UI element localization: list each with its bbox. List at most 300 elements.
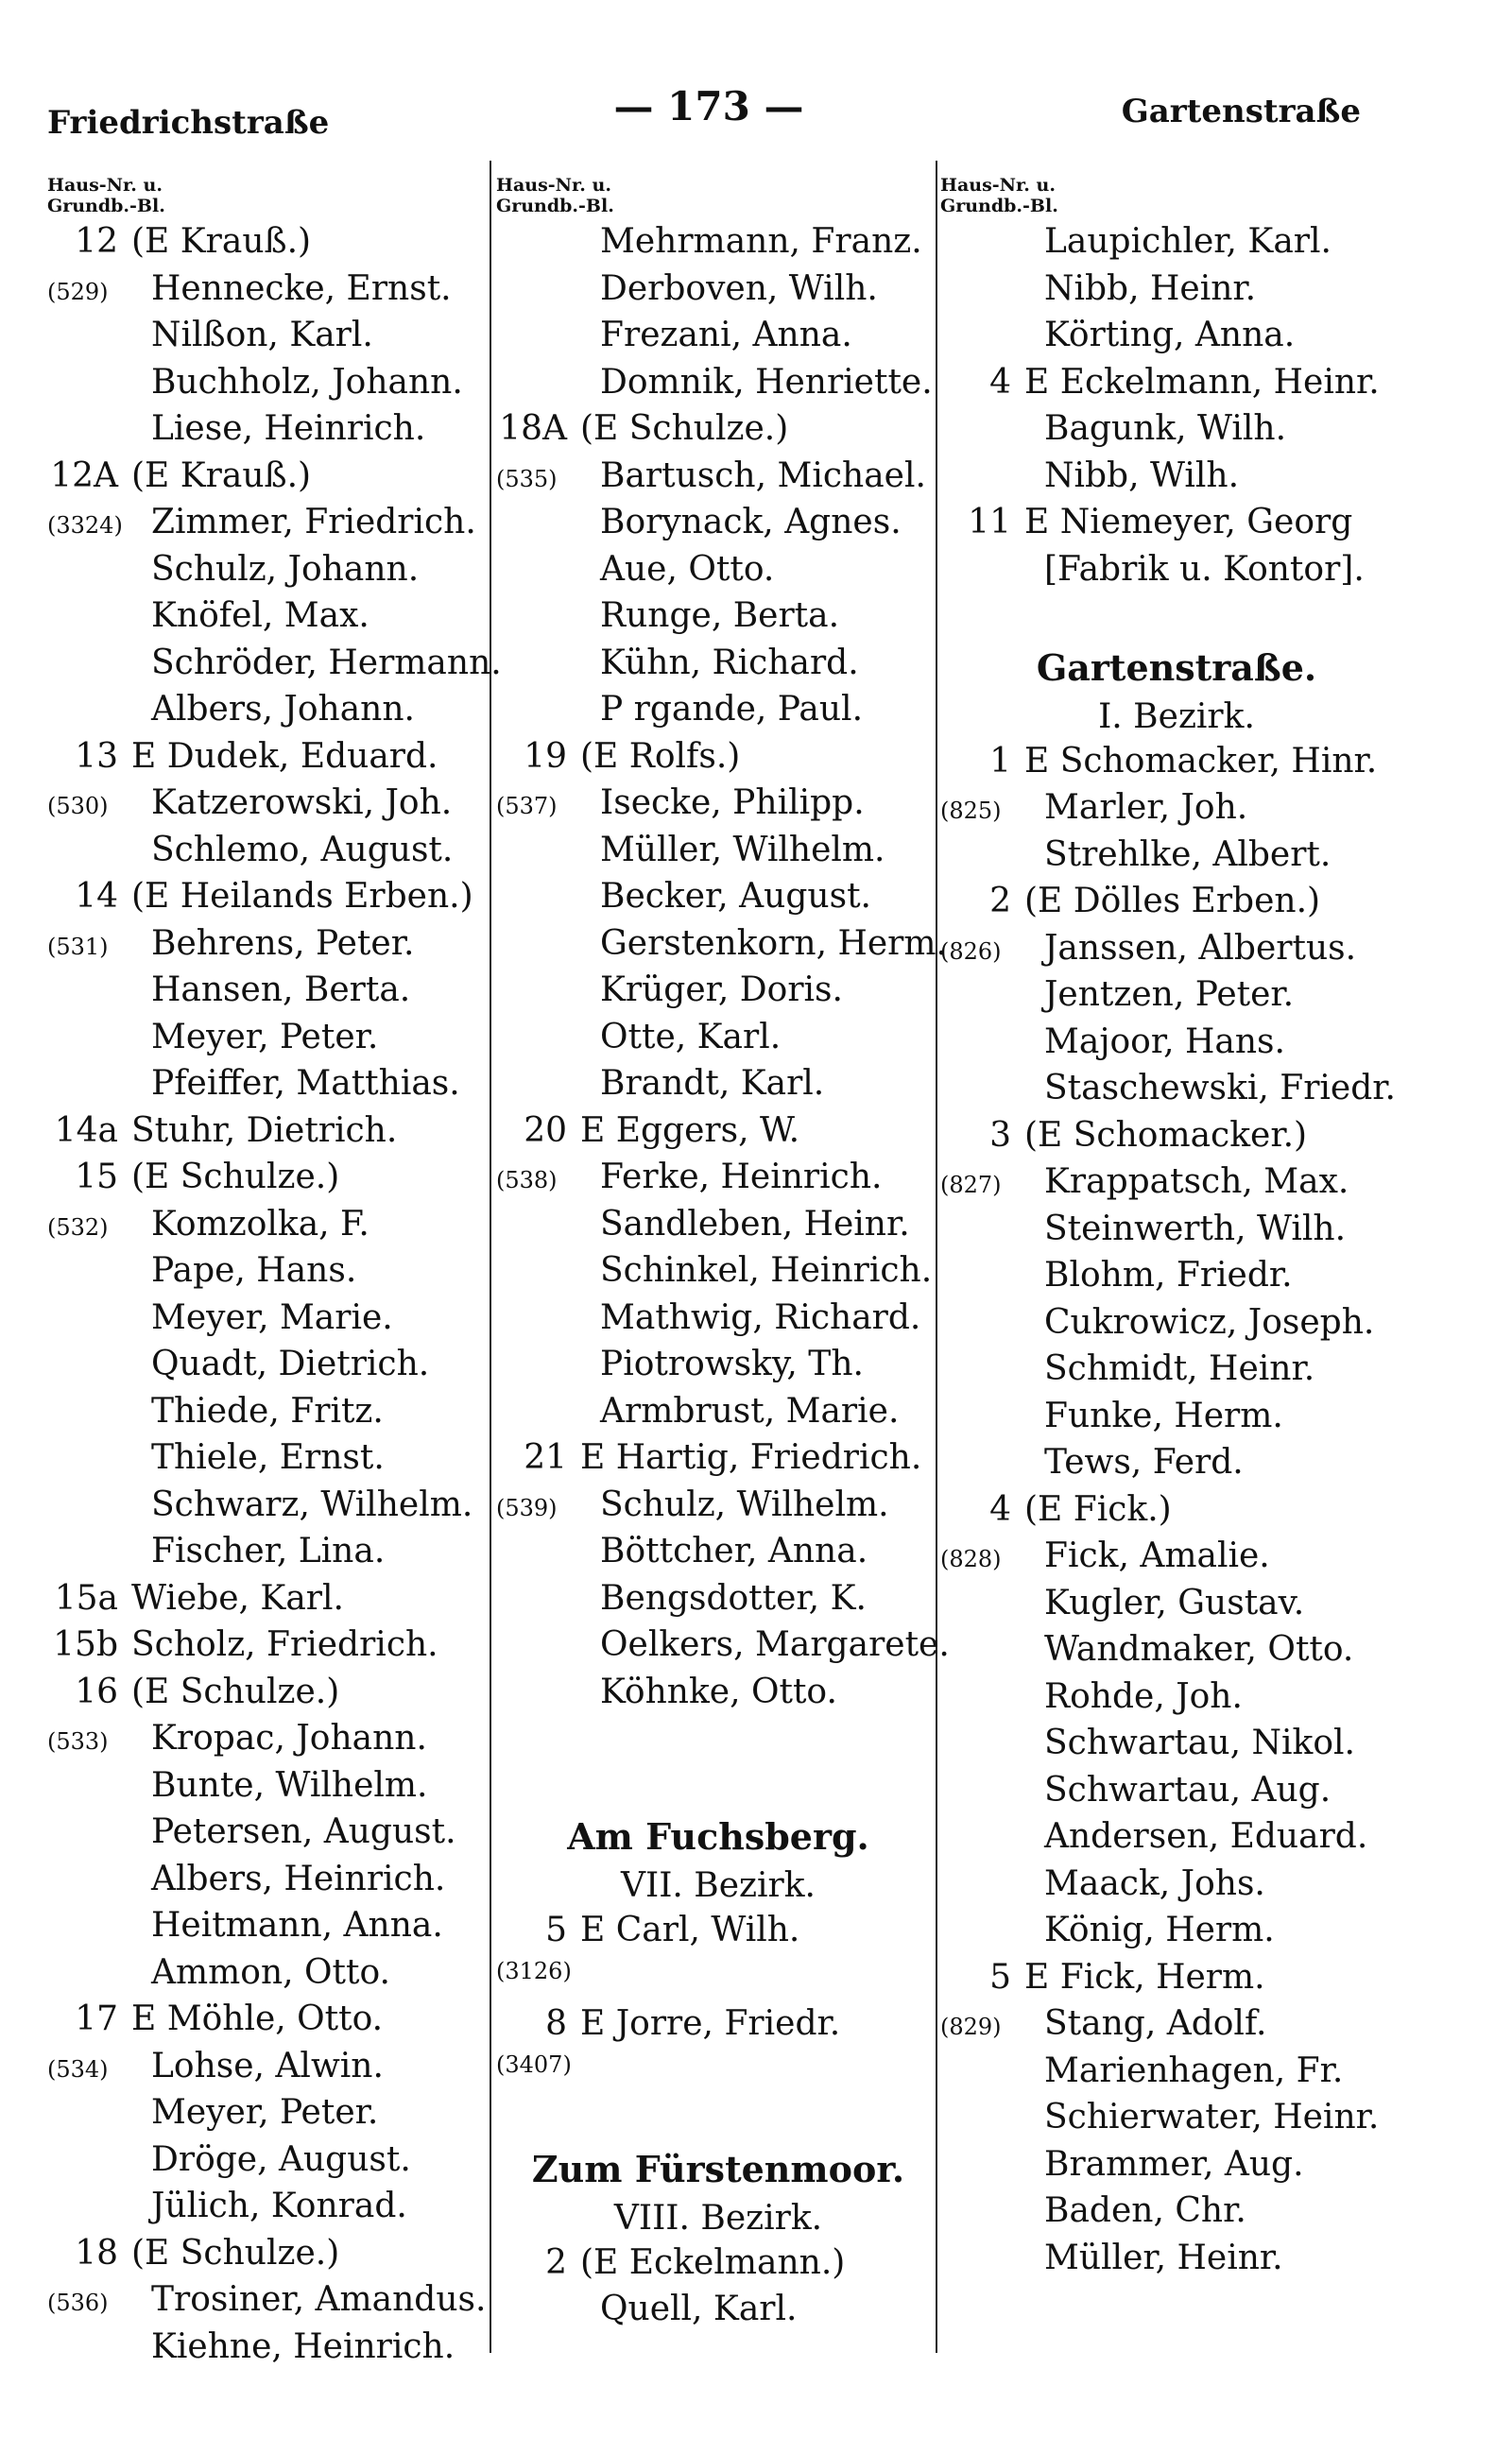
directory-entry [940,2004,1413,2051]
resident-name: Bagunk, Wilh. [1044,409,1287,448]
directory-entry [496,2051,940,2099]
directory-entry [47,1673,491,1720]
directory-entry [47,409,491,456]
resident-name: Runge, Berta. [600,596,840,635]
directory-entry [496,503,940,550]
directory-entry [496,222,940,269]
directory-entry [940,316,1413,363]
resident-name: Ferke, Heinrich. [600,1158,883,1196]
resident-name: Stuhr, Dietrich. [131,1110,398,1150]
resident-name: Petersen, August. [151,1812,456,1851]
directory-entry [496,2004,940,2051]
resident-name: E Carl, Wilh. [580,1911,800,1949]
directory-entry [47,1298,491,1346]
directory-entry [47,1111,491,1158]
directory-entry [940,788,1413,835]
resident-name: E Möhle, Otto. [131,1999,384,2038]
directory-entry [47,1251,491,1298]
resident-name: E Dudek, Eduard. [131,736,438,776]
resident-name: Frezani, Anna. [600,316,852,354]
house-number: 15 [75,1158,118,1196]
directory-entry [940,882,1413,929]
resident-name: E Fick, Herm. [1024,1957,1265,1997]
directory-entry [496,363,940,410]
directory-entry [940,1817,1413,1864]
directory-entry [496,409,940,456]
directory-entry [496,1064,940,1111]
directory-entry [47,1205,491,1252]
directory-entry [940,1864,1413,1912]
resident-name: Krüger, Doris. [600,970,843,1009]
directory-entry [940,1677,1413,1725]
resident-name: Liese, Heinrich. [151,409,426,448]
directory-entry [47,596,491,644]
directory-entry [940,2098,1413,2145]
directory-entry [940,1724,1413,1771]
resident-name: Oelkers, Margarete. [600,1625,950,1664]
resident-name: Nibb, Heinr. [1044,268,1257,308]
land-register-number: (826) [940,937,1002,965]
directory-entry [496,269,940,317]
resident-name: (E Schulze.) [131,1158,340,1196]
section-district: VII. Bezirk. [620,1866,816,1905]
resident-name: Brandt, Karl. [600,1064,825,1103]
directory-entry [47,1999,491,2047]
directory-entry [47,363,491,410]
resident-name: Scholz, Friedrich. [131,1625,438,1664]
directory-entry [496,644,940,691]
resident-name: Stang, Adolf. [1044,2004,1267,2043]
resident-name: Derboven, Wilh. [600,268,878,308]
resident-name: (E Krauß.) [131,455,312,495]
resident-name: Quell, Karl. [600,2290,798,2328]
resident-name: Komzolka, F. [151,1204,369,1244]
resident-name: Steinwerth, Wilh. [1044,1209,1347,1248]
house-number: 16 [75,1672,118,1711]
resident-name: Schulz, Johann. [151,549,420,589]
directory-entry [47,550,491,597]
resident-name: Knöfel, Max. [151,596,369,635]
resident-name: Pape, Hans. [151,1251,357,1290]
resident-name: Dröge, August. [151,2139,411,2179]
resident-name: Böttcher, Anna. [600,1532,868,1570]
resident-name: Wiebe, Karl. [131,1578,344,1618]
resident-name: Albers, Heinrich. [151,1859,446,1898]
column-3 [940,175,1413,2285]
header-right-street: Gartenstraße [1121,93,1361,130]
directory-entry [496,1485,940,1533]
directory-entry [47,1532,491,1579]
directory-entry [496,737,940,784]
resident-name: Kugler, Gustav. [1044,1583,1305,1622]
resident-name: E Schomacker, Hinr. [1024,741,1378,781]
directory-entry [496,1532,940,1579]
resident-name: E Niemeyer, Georg [1024,503,1353,541]
directory-entry [940,1443,1413,1490]
directory-entry [496,1958,940,2005]
directory-entry [496,550,940,597]
resident-name: Mathwig, Richard. [600,1297,921,1337]
directory-entry [940,503,1413,550]
directory-entry [940,1349,1413,1397]
resident-name: Fick, Amalie. [1044,1536,1270,1575]
resident-name: Trosiner, Amandus. [151,2280,487,2319]
directory-entry [496,923,947,971]
column-2 [496,175,950,2337]
directory-entry [47,877,491,924]
directory-entry [47,831,491,878]
directory-entry [47,2047,491,2094]
house-number: 5 [989,1957,1011,1997]
directory-entry [496,1438,940,1485]
resident-name: Kühn, Richard. [600,643,859,682]
directory-entry [496,831,940,878]
section-title: Am Fuchsberg. [567,1815,869,1858]
directory-entry [47,1860,491,1907]
resident-name: Zimmer, Friedrich. [151,503,476,541]
resident-name: Heitmann, Anna. [151,1906,443,1945]
directory-entry [47,1345,491,1392]
directory-entry [47,970,491,1018]
land-register-number: (536) [47,2290,109,2316]
directory-entry [940,1210,1413,1257]
resident-name: Rohde, Joh. [1044,1676,1243,1716]
directory-entry [940,929,1413,976]
resident-name: Meyer, Peter. [151,1017,379,1056]
directory-entry [47,1625,491,1673]
directory-entry [47,1719,491,1766]
directory-entry [496,1298,940,1346]
directory-entry [496,2243,940,2291]
resident-name: (E Fick.) [1024,1489,1172,1529]
resident-name: Sandleben, Heinr. [600,1204,910,1244]
directory-entry [47,456,491,504]
land-register-number: (3324) [47,512,123,539]
directory-entry [940,1630,1413,1677]
directory-entry [47,2280,491,2327]
resident-name: König, Herm. [1044,1911,1275,1949]
resident-name: Mehrmann, Franz. [600,222,922,261]
resident-name: Schulz, Wilhelm. [600,1484,889,1524]
directory-entry [940,1911,1413,1958]
resident-name: Strehlke, Albert. [1044,834,1332,874]
resident-name: Müller, Heinr. [1044,2238,1283,2277]
house-number: 15a [54,1578,118,1618]
directory-entry [496,1625,950,1673]
land-register-number: (3407) [496,2051,572,2078]
resident-name: Kiehne, Heinrich. [151,2326,455,2366]
house-number: 13 [75,736,118,776]
resident-name: (E Dölles Erben.) [1024,882,1321,920]
directory-entry [940,1397,1413,1444]
resident-name: Domnik, Henriette. [600,362,933,402]
directory-entry [940,1958,1413,2005]
resident-name: Hennecke, Ernst. [151,268,452,308]
resident-name: (E Schulze.) [131,2233,340,2273]
resident-name: Jentzen, Peter. [1044,975,1295,1014]
resident-name: Nibb, Wilh. [1044,455,1240,495]
section-district: I. Bezirk. [1098,696,1255,736]
directory-entry [940,363,1413,410]
section-district: VIII. Bezirk. [613,2198,823,2238]
resident-name: E Hartig, Friedrich. [580,1438,922,1477]
directory-entry [47,1438,491,1485]
house-number: 21 [524,1438,567,1477]
directory-entry [496,970,940,1018]
resident-name: Thiede, Fritz. [151,1391,384,1431]
directory-entry [940,456,1413,504]
resident-name: (E Schulze.) [131,1672,340,1711]
directory-entry [47,1485,491,1533]
directory-entry [940,2191,1413,2239]
land-register-number: (829) [940,2014,1002,2040]
resident-name: Meyer, Marie. [151,1297,393,1337]
resident-name: Krappatsch, Max. [1044,1162,1349,1201]
resident-name: Blohm, Friedr. [1044,1256,1293,1295]
resident-name: Schwartau, Nikol. [1044,1724,1355,1762]
resident-name: Ammon, Otto. [151,1952,390,1992]
resident-name: Hansen, Berta. [151,970,411,1009]
house-number: 14a [54,1110,118,1150]
directory-entry [940,550,1413,597]
directory-entry [47,924,491,971]
resident-name: (E Schulze.) [580,409,789,448]
resident-name: Schinkel, Heinrich. [600,1251,933,1290]
directory-entry [940,269,1413,317]
directory-entry [940,1771,1413,1818]
resident-name: Aue, Otto. [600,549,775,589]
house-number: 1 [989,741,1011,781]
house-number: 4 [989,1489,1011,1529]
directory-entry [940,1256,1413,1303]
resident-name: Gerstenkorn, Herm. [600,923,947,963]
directory-entry [47,2234,491,2281]
land-register-number: (537) [496,793,558,819]
directory-entry [496,1911,940,1958]
directory-entry [940,2145,1413,2192]
directory-entry [47,1766,491,1813]
directory-entry [496,1392,940,1439]
resident-name: Nilßon, Karl. [151,316,373,354]
directory-entry [496,1205,940,1252]
resident-name: Schmidt, Heinr. [1044,1349,1315,1388]
resident-name: P rgande, Paul. [600,690,864,729]
resident-name: Müller, Wilhelm. [600,830,885,869]
house-number: 19 [524,736,567,776]
resident-name: [Fabrik u. Kontor]. [1044,549,1365,589]
resident-name: Köhnke, Otto. [600,1672,837,1711]
resident-name: Kropac, Johann. [151,1719,427,1758]
resident-name: Fischer, Lina. [151,1532,386,1570]
directory-entry [47,1906,491,1953]
page-number: — 173 — [613,83,804,129]
directory-entry [496,1579,940,1626]
directory-entry [940,1584,1413,1631]
house-number: 11 [968,503,1011,541]
directory-entry [496,877,940,924]
resident-name: Borynack, Agnes. [600,503,902,541]
resident-name: Andersen, Eduard. [1044,1817,1368,1856]
directory-entry [47,690,491,737]
resident-name: Baden, Chr. [1044,2191,1246,2230]
resident-name: Körting, Anna. [1044,316,1296,354]
directory-entry [496,596,940,644]
resident-name: Staschewski, Friedr. [1044,1069,1396,1107]
directory-entry [940,1490,1413,1537]
directory-entry [47,222,491,269]
directory-entry [47,503,491,550]
directory-entry [47,737,491,784]
resident-name: Albers, Johann. [151,690,415,729]
directory-entry [496,1251,940,1298]
resident-name: Schierwater, Heinr. [1044,2098,1380,2137]
directory-entry [940,222,1413,269]
house-number: 17 [75,1999,118,2038]
directory-entry [47,1953,491,2000]
land-register-number: (535) [496,465,558,492]
resident-name: Schwarz, Wilhelm. [151,1484,473,1524]
land-register-number: (534) [47,2055,109,2083]
house-number: 12A [50,455,118,495]
directory-entry [496,1111,940,1158]
resident-name: Tews, Ferd. [1044,1443,1244,1482]
resident-name: Becker, August. [600,877,871,916]
column-header: Haus-Nr. u. Grundb.-Bl. [47,175,165,216]
directory-entry [47,783,491,831]
directory-entry [47,1158,491,1205]
directory-entry [940,1303,1413,1350]
resident-name: Otte, Karl. [600,1017,782,1056]
directory-entry [940,1022,1413,1070]
house-number: 3 [989,1115,1011,1155]
directory-entry [940,2051,1413,2099]
land-register-number: (531) [47,933,109,960]
directory-entry [47,316,491,363]
directory-entry [940,1162,1413,1210]
resident-name: Funke, Herm. [1044,1396,1283,1435]
resident-name: Buchholz, Johann. [151,362,463,402]
resident-name: Quadt, Dietrich. [151,1345,430,1383]
land-register-number: (532) [47,1213,109,1241]
section-title: Zum Fürstenmoor. [531,2147,905,2190]
house-number: 12 [75,222,118,261]
resident-name: Majoor, Hans. [1044,1021,1285,1061]
directory-entry [47,1064,491,1111]
resident-name: Bunte, Wilhelm. [151,1765,428,1805]
directory-entry [47,2187,491,2234]
house-number: 18 [75,2233,118,2273]
house-number: 14 [75,877,118,916]
directory-entry [47,2327,491,2375]
resident-name: Katzerowski, Joh. [151,783,453,822]
resident-name: Schwartau, Aug. [1044,1770,1332,1810]
resident-name: Armbrust, Marie. [600,1391,900,1431]
resident-name: Behrens, Peter. [151,923,415,963]
house-number: 20 [524,1110,567,1150]
resident-name: Marler, Joh. [1044,788,1248,827]
column-header: Haus-Nr. u. Grundb.-Bl. [496,175,614,216]
directory-entry [47,2093,491,2140]
directory-entry [940,409,1413,456]
directory-entry [496,783,940,831]
resident-name: Marienhagen, Fr. [1044,2051,1344,2090]
directory-entry [47,1392,491,1439]
resident-name: Laupichler, Karl. [1044,222,1332,261]
resident-name: Maack, Johs. [1044,1863,1265,1903]
resident-name: E Eggers, W. [580,1110,800,1150]
directory-entry [940,1069,1413,1116]
resident-name: Schlemo, August. [151,830,454,869]
land-register-number: (827) [940,1172,1002,1198]
house-number: 2 [989,882,1011,920]
resident-name: Bengsdotter, K. [600,1578,867,1618]
directory-entry [47,1579,491,1626]
directory-entry [940,835,1413,883]
resident-name: Meyer, Peter. [151,2093,379,2132]
directory-entry [496,1345,940,1392]
column-1 [47,175,502,2374]
resident-name: (E Heilands Erben.) [131,877,473,916]
resident-name: Thiele, Ernst. [151,1438,385,1477]
land-register-number: (825) [940,798,1002,824]
directory-entry [940,975,1413,1022]
resident-name: Pfeiffer, Matthias. [151,1064,460,1103]
resident-name: Cukrowicz, Joseph. [1044,1302,1375,1342]
directory-entry [940,1116,1413,1163]
directory-entry [496,690,940,737]
resident-name: (E Schomacker.) [1024,1115,1308,1155]
land-register-number: (828) [940,1546,1002,1572]
house-number: 15b [53,1625,118,1664]
land-register-number: (529) [47,278,109,305]
land-register-number: (530) [47,793,109,819]
resident-name: Wandmaker, Otto. [1044,1630,1354,1669]
land-register-number: (533) [47,1728,109,1755]
directory-entry [496,1673,940,1720]
directory-entry [47,1812,491,1860]
land-register-number: (539) [496,1494,558,1521]
column-header: Haus-Nr. u. Grundb.-Bl. [940,175,1058,216]
directory-entry [496,456,940,504]
directory-entry [47,269,491,317]
land-register-number: (3126) [496,1957,572,1984]
resident-name: Piotrowsky, Th. [600,1345,864,1383]
resident-name: (E Eckelmann.) [580,2242,846,2282]
directory-entry [47,643,502,691]
section-title: Gartenstraße. [1036,645,1317,689]
directory-entry [496,316,940,363]
resident-name: Janssen, Albertus. [1044,928,1357,968]
directory-entry [940,1536,1413,1584]
resident-name: Schröder, Hermann. [151,643,502,682]
directory-entry [47,2140,491,2188]
land-register-number: (538) [496,1167,558,1193]
header-left-street: Friedrichstraße [47,104,330,142]
directory-entry [940,2239,1413,2286]
directory-entry [496,2290,940,2337]
house-number: 8 [545,2004,567,2043]
directory-entry [47,1018,491,1065]
house-number: 2 [545,2242,567,2282]
house-number: 5 [545,1911,567,1949]
resident-name: (E Krauß.) [131,222,312,261]
resident-name: Isecke, Philipp. [600,783,865,822]
resident-name: Lohse, Alwin. [151,2046,384,2085]
resident-name: Brammer, Aug. [1044,2144,1304,2184]
directory-entry [496,1018,940,1065]
directory-entry [940,742,1413,789]
resident-name: Jülich, Konrad. [151,2187,407,2225]
